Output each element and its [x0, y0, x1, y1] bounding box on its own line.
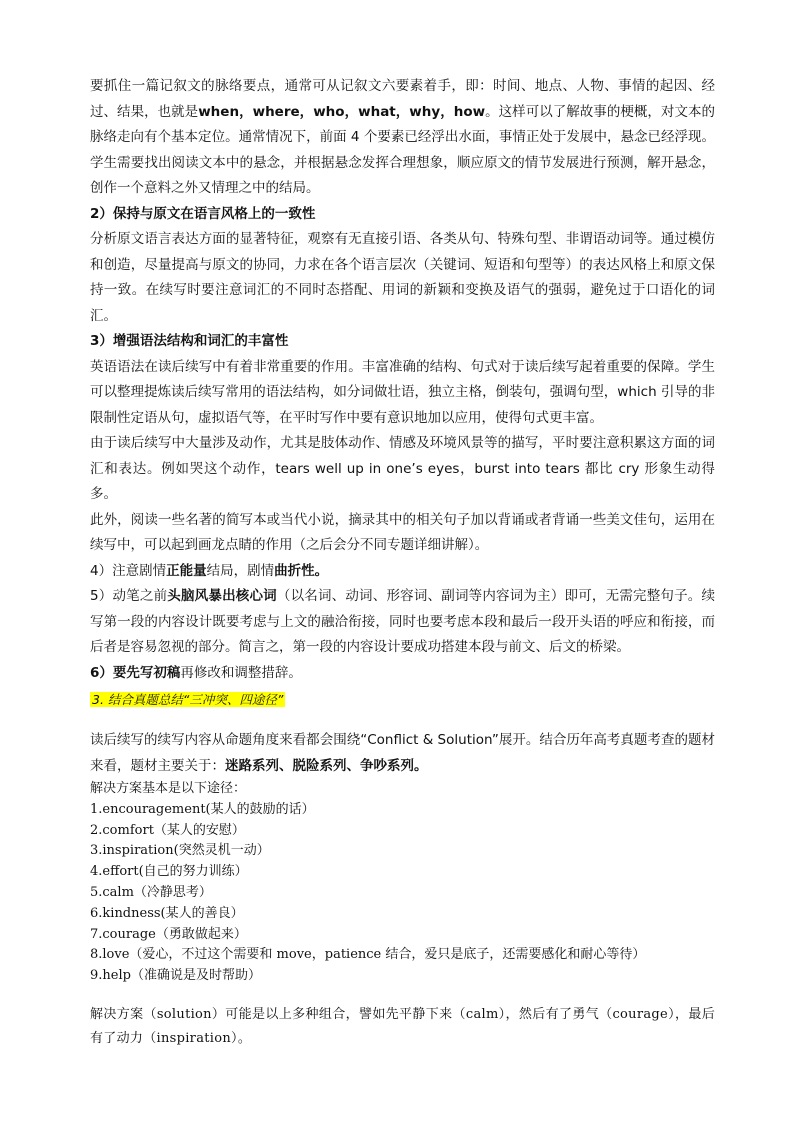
list-item: 9.help（准确说是及时帮助）	[90, 968, 261, 984]
paragraph-narrative-elements: 要抓住一篇记叙文的脉络要点，通常可从记叙文六要素着手，即：时间、地点、人物、事情的起因、经过、结果，也就是when，where，who，what，why，how。这样可以了解故事的梗概，对文本的脉络走向有个基本定位。通常情况下，前面 4 个要素已经浮出水面，事情正处于发展中，悬念已经浮现。学生需要找出阅读文本中的悬念，并根据悬念发挥合理想象，顺应原文的情节发展进行预测，解开悬念，创作一个意料之外又情理之中的结局。	[90, 78, 716, 196]
heading-6: 6）要先写初稿再修改和调整措辞。	[90, 664, 302, 681]
list-item: 7.courage（勇敢做起来）	[90, 926, 247, 942]
solution-list-heading: 解决方案基本是以下途径：	[90, 781, 247, 796]
heading-3: 3）增强语法结构和词汇的丰富性	[90, 333, 289, 349]
solution-list	[90, 800, 715, 987]
document-page	[90, 74, 715, 1051]
heading-5-paragraph: 5）动笔之前头脑风暴出核心词（以名词、动词、形容词、副词等内容词为主）即可，无需完整句子。续写第一段的内容设计既要考虑与上文的融洽衔接，同时也要考虑本段和最后一段开头语的呼应和衔接，而后者是容易忽视的部分。简言之，第一段的内容设计要成功搭建本段与前文、后文的桥梁。	[90, 588, 716, 655]
list-item: 1.encouragement(某人的鼓励的话）	[90, 801, 315, 817]
heading-2: 2）保持与原文在语言风格上的一致性	[90, 205, 316, 222]
list-item: 3.inspiration(突然灵机一动）	[90, 843, 270, 859]
heading-4: 4）注意剧情正能量结局，剧情曲折性。	[90, 562, 329, 579]
highlight-text: 3. 结合真题总结“三冲突、四途径”	[92, 692, 284, 707]
paragraph-vocabulary: 由于读后续写中大量涉及动作，尤其是肢体动作、情感及环境风景等的描写，平时要注意积累这方面的词汇和表达。例如哭这个动作，tears well up in one’s eyes，burst into tears 都比 cry 形象生动得多。	[90, 435, 715, 502]
paragraph-language-style: 分析原文语言表达方面的显著特征，观察有无直接引语、各类从句、特殊句型、非谓语动词等。通过模仿和创造，尽量提高与原文的协同，力求在各个语言层次（关键词、短语和句型等）的表达风格上和原文保持一致。在续写时要注意词汇的不同时态搭配、用词的新颖和变换及语气的强弱，避免过于口语化的词汇。	[90, 231, 715, 324]
highlighted-section-title	[90, 688, 715, 712]
paragraph-solution-combination: 解决方案（solution）可能是以上多种组合，譬如先平静下来（calm），然后有了勇气（courage），最后有了动力（inspiration）。	[90, 1006, 715, 1046]
list-item: 8.love（爱心，不过这个需要和 move，patience 结合，爱只是底子，还需要感化和耐心等待）	[90, 947, 646, 963]
list-item: 4.effort(自己的努力训练）	[90, 864, 248, 880]
paragraph-conflict-solution: 读后续写的续写内容从命题角度来看都会围绕“Conflict & Solution”展开。结合历年高考真题考查的题材来看，题材主要关于：迷路系列、脱险系列、争吵系列。	[90, 732, 715, 774]
paragraph-grammar: 英语语法在读后续写中有着非常重要的作用。丰富准确的结构、句式对于读后续写起着重要的保障。学生可以整理提炼读后续写常用的语法结构，如分词做壮语，独立主格，倒装句，强调句型，which 引导的非限制性定语从句，虚拟语气等，在平时写作中要有意识地加以应用，使得句式更丰富。	[90, 358, 715, 426]
list-item: 6.kindness(某人的善良）	[90, 905, 244, 921]
list-item: 2.comfort（某人的安慰）	[90, 822, 245, 838]
paragraph-reading: 此外，阅读一些名著的简写本或当代小说，摘录其中的相关句子加以背诵或者背诵一些美文佳句，运用在续写中，可以起到画龙点睛的作用（之后会分不同专题详细讲解）。	[90, 511, 715, 553]
list-item: 5.calm（冷静思考）	[90, 884, 212, 900]
